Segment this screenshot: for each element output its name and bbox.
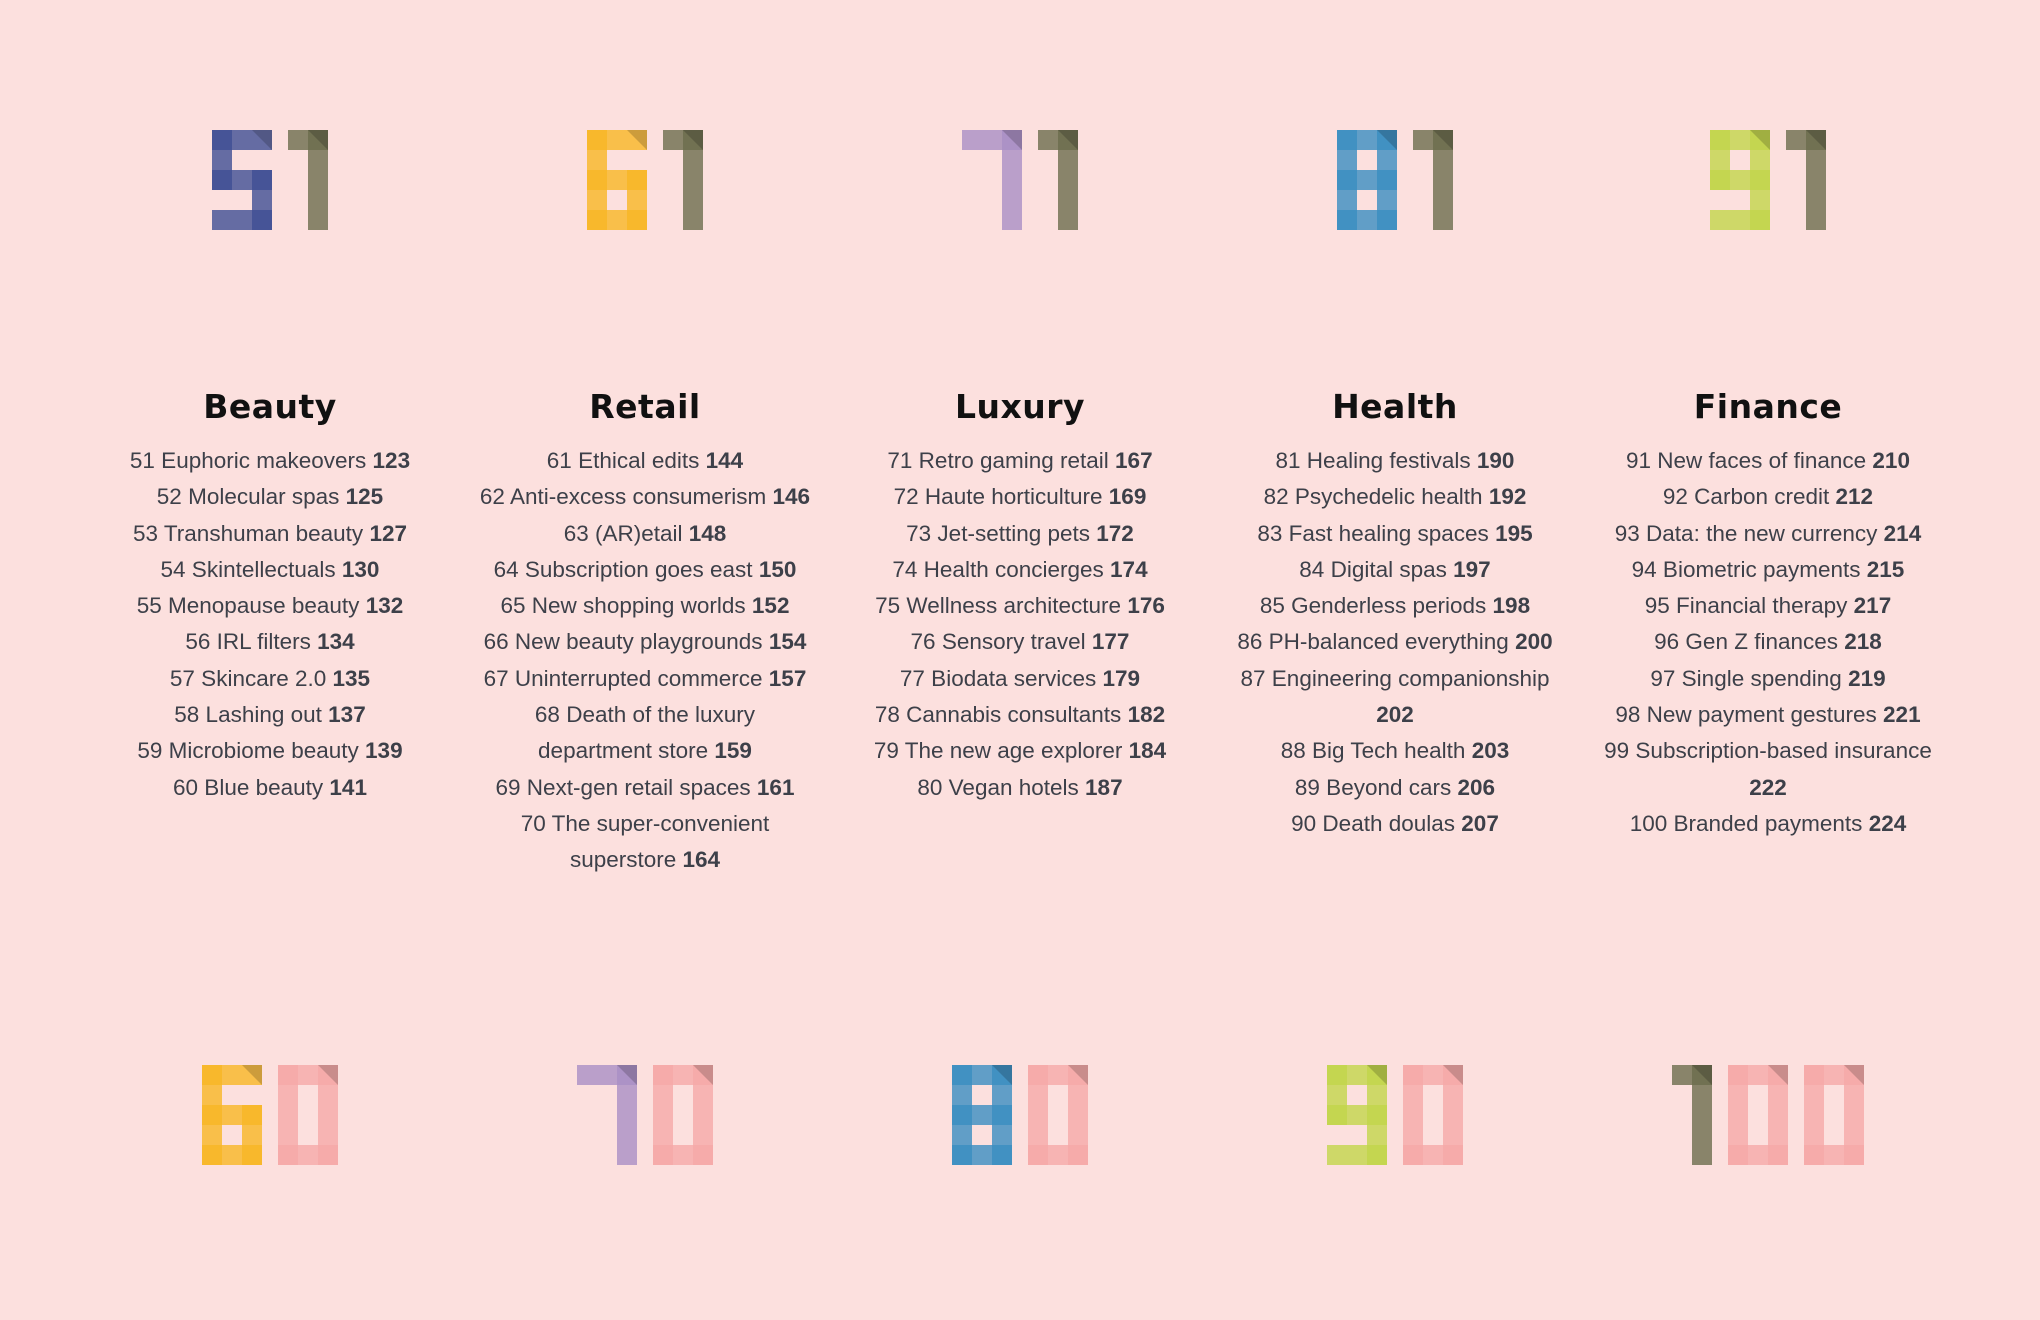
page-number: 219	[1848, 665, 1886, 691]
trend-title: 94 Biometric payments	[1631, 556, 1861, 582]
section-title: Beauty	[203, 387, 337, 427]
section-start-number	[845, 130, 1195, 242]
section-end-number	[470, 1065, 820, 1177]
page-number: 224	[1868, 810, 1907, 836]
trend-item[interactable]	[470, 806, 820, 879]
section-end-number-graphic	[202, 1065, 338, 1165]
trend-item[interactable]	[1593, 733, 1943, 806]
digit-7-glyph	[577, 1065, 637, 1165]
trend-item[interactable]	[95, 697, 445, 733]
section-title: Luxury	[954, 387, 1086, 427]
page-number: 159	[714, 738, 752, 764]
trend-title: 54 Skintellectuals	[160, 556, 336, 582]
trend-title: 60 Blue beauty	[173, 774, 324, 800]
page-number: 137	[328, 702, 366, 728]
section-end-number	[1220, 1065, 1570, 1177]
page-number: 141	[329, 774, 367, 800]
section-end-number	[95, 1065, 445, 1177]
section-start-number	[1593, 130, 1943, 242]
trend-item[interactable]	[470, 516, 820, 552]
digit-1-glyph	[1672, 1065, 1712, 1165]
ribbon-segment	[1728, 1145, 1788, 1165]
ribbon-segment	[653, 1145, 713, 1165]
ribbon-segment	[587, 210, 647, 230]
page-number: 207	[1461, 810, 1499, 836]
ribbon-segment	[1804, 1145, 1864, 1165]
ribbon-segment	[212, 210, 272, 230]
trend-item[interactable]	[1593, 443, 1943, 479]
ribbon-segment	[1327, 1105, 1387, 1125]
page-number: 221	[1883, 702, 1921, 728]
trend-title: 63 (AR)etail	[563, 520, 683, 546]
digit-1-glyph	[1038, 130, 1078, 230]
trend-item[interactable]	[1220, 770, 1570, 806]
ribbon-segment	[1403, 1145, 1463, 1165]
trend-item[interactable]	[1220, 806, 1570, 842]
digit-9-glyph	[1327, 1065, 1387, 1165]
digit-8-glyph	[952, 1065, 1012, 1165]
trend-title: 51 Euphoric makeovers	[129, 448, 367, 473]
page-number: 154	[768, 629, 807, 655]
page-number: 222	[1749, 774, 1787, 800]
trend-item[interactable]	[1593, 479, 1943, 515]
digit-9-glyph	[1710, 130, 1770, 230]
trend-item[interactable]	[470, 479, 820, 515]
trend-title: 87 Engineering companionship	[1240, 665, 1550, 691]
trend-item[interactable]	[1220, 516, 1570, 552]
trend-title: 95 Financial therapy	[1644, 593, 1848, 619]
trend-item[interactable]	[845, 733, 1195, 769]
trend-item[interactable]	[95, 624, 445, 660]
section-end-number-graphic	[1327, 1065, 1463, 1165]
section-beauty	[95, 0, 445, 1320]
trend-item[interactable]	[1220, 624, 1570, 660]
trend-list	[1593, 443, 1943, 842]
trend-item[interactable]	[845, 479, 1195, 515]
digit-0-glyph	[1403, 1065, 1463, 1165]
page-number: 217	[1853, 593, 1892, 619]
digit-7-glyph	[962, 130, 1022, 230]
trend-title: 69 Next-gen retail spaces	[495, 774, 751, 800]
trend-title: 55 Menopause beauty	[136, 593, 360, 619]
trend-title: 98 New payment gestures	[1615, 702, 1877, 728]
digit-6-glyph	[587, 130, 647, 230]
trend-item[interactable]	[95, 443, 445, 479]
trend-title: 75 Wellness architecture	[875, 593, 1122, 619]
trend-item[interactable]	[470, 588, 820, 624]
section-end-number-graphic	[577, 1065, 713, 1165]
page-number: 215	[1866, 556, 1905, 582]
trend-title: 96 Gen Z finances	[1654, 629, 1839, 655]
page-number: 182	[1127, 702, 1166, 728]
digit-1-glyph	[288, 130, 328, 230]
page-number: 148	[688, 520, 727, 546]
trend-item[interactable]	[95, 770, 445, 806]
trend-item[interactable]	[1593, 588, 1943, 624]
section-finance	[1593, 0, 1943, 1320]
page-number: 167	[1115, 448, 1153, 473]
page-number: 190	[1476, 448, 1515, 473]
digit-0-glyph	[278, 1065, 338, 1165]
trend-item[interactable]	[845, 516, 1195, 552]
page-number: 144	[705, 448, 744, 473]
section-title: Finance	[1693, 387, 1843, 427]
section-start-number	[470, 130, 820, 242]
trend-item[interactable]	[1593, 552, 1943, 588]
trend-title: 90 Death doulas	[1291, 810, 1456, 836]
page-number: 197	[1453, 556, 1491, 582]
trend-title: 100 Branded payments	[1629, 810, 1863, 836]
trend-title: 83 Fast healing spaces	[1257, 520, 1489, 546]
trend-title: 65 New shopping worlds	[500, 593, 746, 619]
trend-item[interactable]	[1220, 733, 1570, 769]
trend-item[interactable]	[470, 770, 820, 806]
ribbon-segment	[1710, 210, 1770, 230]
page-number: 179	[1102, 665, 1141, 691]
trend-title: 91 New faces of finance	[1626, 448, 1867, 473]
section-retail	[470, 0, 820, 1320]
digit-0-glyph	[1028, 1065, 1088, 1165]
trend-title: 72 Haute horticulture	[893, 484, 1103, 510]
digit-1-glyph	[1413, 130, 1453, 230]
trend-item[interactable]	[470, 661, 820, 697]
section-end-number-graphic	[1672, 1065, 1864, 1165]
trend-item[interactable]	[1593, 806, 1943, 842]
section-title: Retail	[589, 387, 701, 427]
trend-item[interactable]	[845, 588, 1195, 624]
trend-title: 52 Molecular spas	[156, 484, 340, 510]
trend-item[interactable]	[1220, 588, 1570, 624]
section-start-number-graphic	[1710, 130, 1826, 230]
page-number: 127	[369, 520, 407, 546]
trend-list	[845, 443, 1195, 806]
trend-item[interactable]	[845, 661, 1195, 697]
section-end-number-graphic	[952, 1065, 1088, 1165]
trend-title: 77 Biodata services	[899, 665, 1097, 691]
trend-title: 57 Skincare 2.0	[169, 665, 327, 691]
page-number: 157	[768, 665, 807, 691]
section-start-number-graphic	[962, 130, 1078, 230]
trend-title: 67 Uninterrupted commerce	[483, 665, 763, 691]
page-number: 212	[1835, 484, 1874, 510]
trend-list	[470, 443, 820, 879]
page-number: 214	[1883, 520, 1922, 546]
trend-title: 86 PH-balanced everything	[1237, 629, 1509, 655]
ribbon-segment	[202, 1145, 262, 1165]
trend-title: 93 Data: the new currency	[1614, 520, 1878, 546]
trend-item[interactable]	[470, 624, 820, 660]
trend-title: 58 Lashing out	[174, 702, 322, 728]
page-number: 184	[1128, 738, 1167, 764]
trend-item[interactable]	[95, 516, 445, 552]
page-number: 176	[1127, 593, 1165, 619]
page-number: 218	[1844, 629, 1882, 655]
page-number: 161	[756, 774, 795, 800]
digit-1-glyph	[1786, 130, 1826, 230]
trend-item[interactable]	[95, 552, 445, 588]
section-luxury	[845, 0, 1195, 1320]
section-health	[1220, 0, 1570, 1320]
trend-item[interactable]	[1593, 516, 1943, 552]
digit-0-glyph	[653, 1065, 713, 1165]
trend-title: 81 Healing festivals	[1275, 448, 1471, 473]
trend-item[interactable]	[1593, 624, 1943, 660]
page-number: 125	[345, 484, 384, 510]
ribbon-segment	[1028, 1145, 1088, 1165]
trend-title: 84 Digital spas	[1299, 556, 1447, 582]
ribbon-segment	[278, 1145, 338, 1165]
trend-title: 85 Genderless periods	[1259, 593, 1487, 619]
section-start-number	[1220, 130, 1570, 242]
digit-8-glyph	[1337, 130, 1397, 230]
trend-item[interactable]	[1220, 443, 1570, 479]
trend-title: 56 IRL filters	[185, 629, 311, 655]
trend-item[interactable]	[95, 479, 445, 515]
trend-title: 80 Vegan hotels	[917, 774, 1079, 800]
trend-title: 70 The super-convenient superstore	[520, 810, 770, 873]
trend-title: 71 Retro gaming retail	[887, 448, 1109, 473]
ribbon-segment	[952, 1105, 1012, 1125]
trend-item[interactable]	[845, 770, 1195, 806]
page-number: 174	[1110, 556, 1148, 582]
trend-title: 97 Single spending	[1650, 665, 1842, 691]
page-number: 150	[758, 556, 797, 582]
ribbon-segment	[1337, 170, 1397, 190]
ribbon-segment	[952, 1145, 1012, 1165]
section-start-number-graphic	[587, 130, 703, 230]
trend-item[interactable]	[845, 697, 1195, 733]
page-number: 130	[341, 556, 380, 582]
trend-item[interactable]	[95, 588, 445, 624]
section-start-number	[95, 130, 445, 242]
page-number: 195	[1495, 520, 1533, 546]
page-number: 135	[332, 665, 371, 691]
digit-0-glyph	[1728, 1065, 1788, 1165]
page-number: 198	[1492, 593, 1531, 619]
page-number: 210	[1872, 448, 1910, 473]
trend-item[interactable]	[1220, 661, 1570, 734]
digit-5-glyph	[212, 130, 272, 230]
trend-item[interactable]	[95, 733, 445, 769]
page-number: 192	[1488, 484, 1527, 510]
trend-item[interactable]	[845, 552, 1195, 588]
page-number: 164	[682, 847, 721, 873]
trend-title: 73 Jet-setting pets	[906, 520, 1091, 546]
section-title: Health	[1332, 387, 1458, 427]
page-number: 206	[1457, 774, 1496, 800]
page-number: 172	[1096, 520, 1134, 546]
trend-item[interactable]	[845, 443, 1195, 479]
ribbon-segment	[1337, 210, 1397, 230]
trend-title: 61 Ethical edits	[546, 448, 700, 473]
trend-item[interactable]	[470, 552, 820, 588]
trend-title: 79 The new age explorer	[873, 738, 1123, 764]
page-number: 139	[365, 738, 403, 764]
trend-title: 92 Carbon credit	[1662, 484, 1830, 510]
section-start-number-graphic	[1337, 130, 1453, 230]
trend-item[interactable]	[470, 443, 820, 479]
trend-item[interactable]	[1593, 697, 1943, 733]
trend-title: 99 Subscription-based insurance	[1604, 738, 1932, 764]
page-number: 123	[372, 448, 411, 473]
trend-item[interactable]	[1220, 552, 1570, 588]
trend-item[interactable]	[95, 661, 445, 697]
digit-1-glyph	[663, 130, 703, 230]
digit-6-glyph	[202, 1065, 262, 1165]
trend-title: 59 Microbiome beauty	[137, 738, 359, 764]
trend-title: 53 Transhuman beauty	[133, 520, 364, 546]
page-number: 187	[1085, 774, 1123, 800]
ribbon-segment	[1710, 170, 1770, 190]
trend-title: 62 Anti-excess consumerism	[479, 484, 767, 510]
section-start-number-graphic	[212, 130, 328, 230]
page-number: 200	[1515, 629, 1553, 655]
trend-title: 76 Sensory travel	[910, 629, 1086, 655]
trend-list	[1220, 443, 1570, 842]
trend-title: 82 Psychedelic health	[1263, 484, 1483, 510]
trend-title: 78 Cannabis consultants	[874, 702, 1122, 728]
digit-0-glyph	[1804, 1065, 1864, 1165]
trend-item[interactable]	[845, 624, 1195, 660]
trend-item[interactable]	[470, 697, 820, 770]
page-number: 134	[317, 629, 355, 655]
trend-title: 74 Health concierges	[892, 556, 1104, 582]
page-number: 203	[1471, 738, 1510, 764]
page-number: 146	[772, 484, 811, 510]
ribbon-segment	[1327, 1145, 1387, 1165]
trend-item[interactable]	[1593, 661, 1943, 697]
trend-list	[95, 443, 445, 806]
trend-title: 89 Beyond cars	[1294, 774, 1452, 800]
trend-title: 88 Big Tech health	[1280, 738, 1466, 764]
page-number: 169	[1108, 484, 1147, 510]
page-number: 132	[365, 593, 404, 619]
page-number: 202	[1376, 702, 1414, 728]
trend-title: 66 New beauty playgrounds	[483, 629, 763, 655]
trend-item[interactable]	[1220, 479, 1570, 515]
trend-title: 64 Subscription goes east	[493, 556, 753, 582]
page-number: 177	[1091, 629, 1130, 655]
section-end-number	[845, 1065, 1195, 1177]
section-end-number	[1593, 1065, 1943, 1177]
trend-title: 68 Death of the luxury department store	[534, 702, 756, 764]
page-number: 152	[751, 593, 790, 619]
